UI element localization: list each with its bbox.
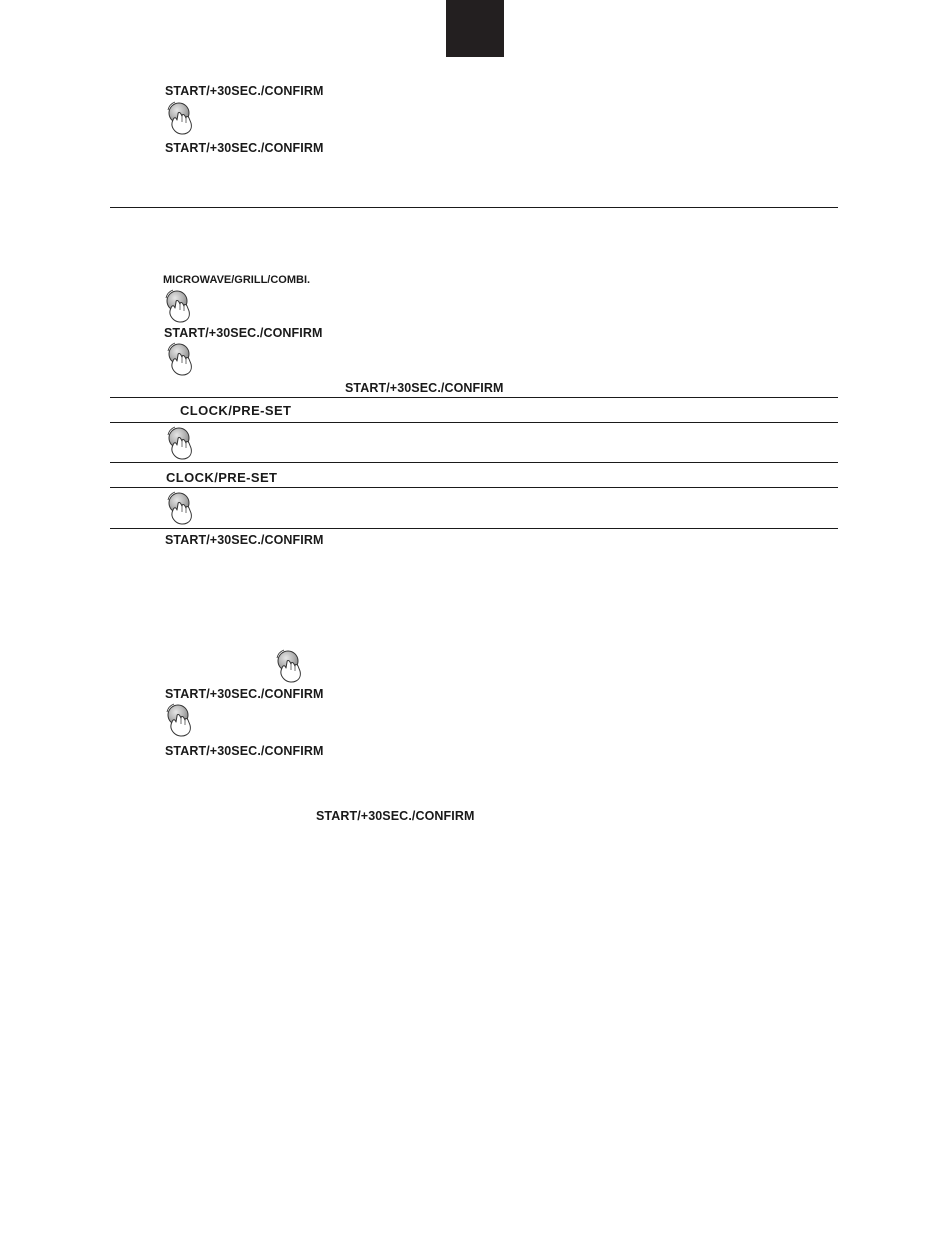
clock-preset-label: CLOCK/PRE-SET bbox=[166, 470, 278, 485]
table-rule bbox=[110, 528, 838, 529]
start-confirm-label: START/+30SEC./CONFIRM bbox=[165, 744, 324, 758]
dial-icon bbox=[165, 425, 195, 461]
section-tab-marker bbox=[446, 0, 504, 57]
table-rule bbox=[110, 397, 838, 398]
start-confirm-label: START/+30SEC./CONFIRM bbox=[345, 381, 504, 395]
table-rule bbox=[110, 487, 838, 488]
dial-icon bbox=[164, 702, 194, 738]
start-confirm-label: START/+30SEC./CONFIRM bbox=[316, 809, 475, 823]
table-rule bbox=[110, 462, 838, 463]
start-confirm-label: START/+30SEC./CONFIRM bbox=[165, 84, 324, 98]
start-confirm-label: START/+30SEC./CONFIRM bbox=[164, 326, 323, 340]
dial-icon bbox=[163, 288, 193, 324]
dial-icon bbox=[165, 341, 195, 377]
start-confirm-label: START/+30SEC./CONFIRM bbox=[165, 141, 324, 155]
start-confirm-label: START/+30SEC./CONFIRM bbox=[165, 687, 324, 701]
clock-preset-label: CLOCK/PRE-SET bbox=[180, 403, 292, 418]
dial-icon bbox=[274, 648, 304, 684]
section-divider bbox=[110, 207, 838, 208]
table-rule bbox=[110, 422, 838, 423]
dial-icon bbox=[165, 100, 195, 136]
dial-icon bbox=[165, 490, 195, 526]
start-confirm-label: START/+30SEC./CONFIRM bbox=[165, 533, 324, 547]
mode-select-label: MICROWAVE/GRILL/COMBI. bbox=[163, 274, 311, 286]
